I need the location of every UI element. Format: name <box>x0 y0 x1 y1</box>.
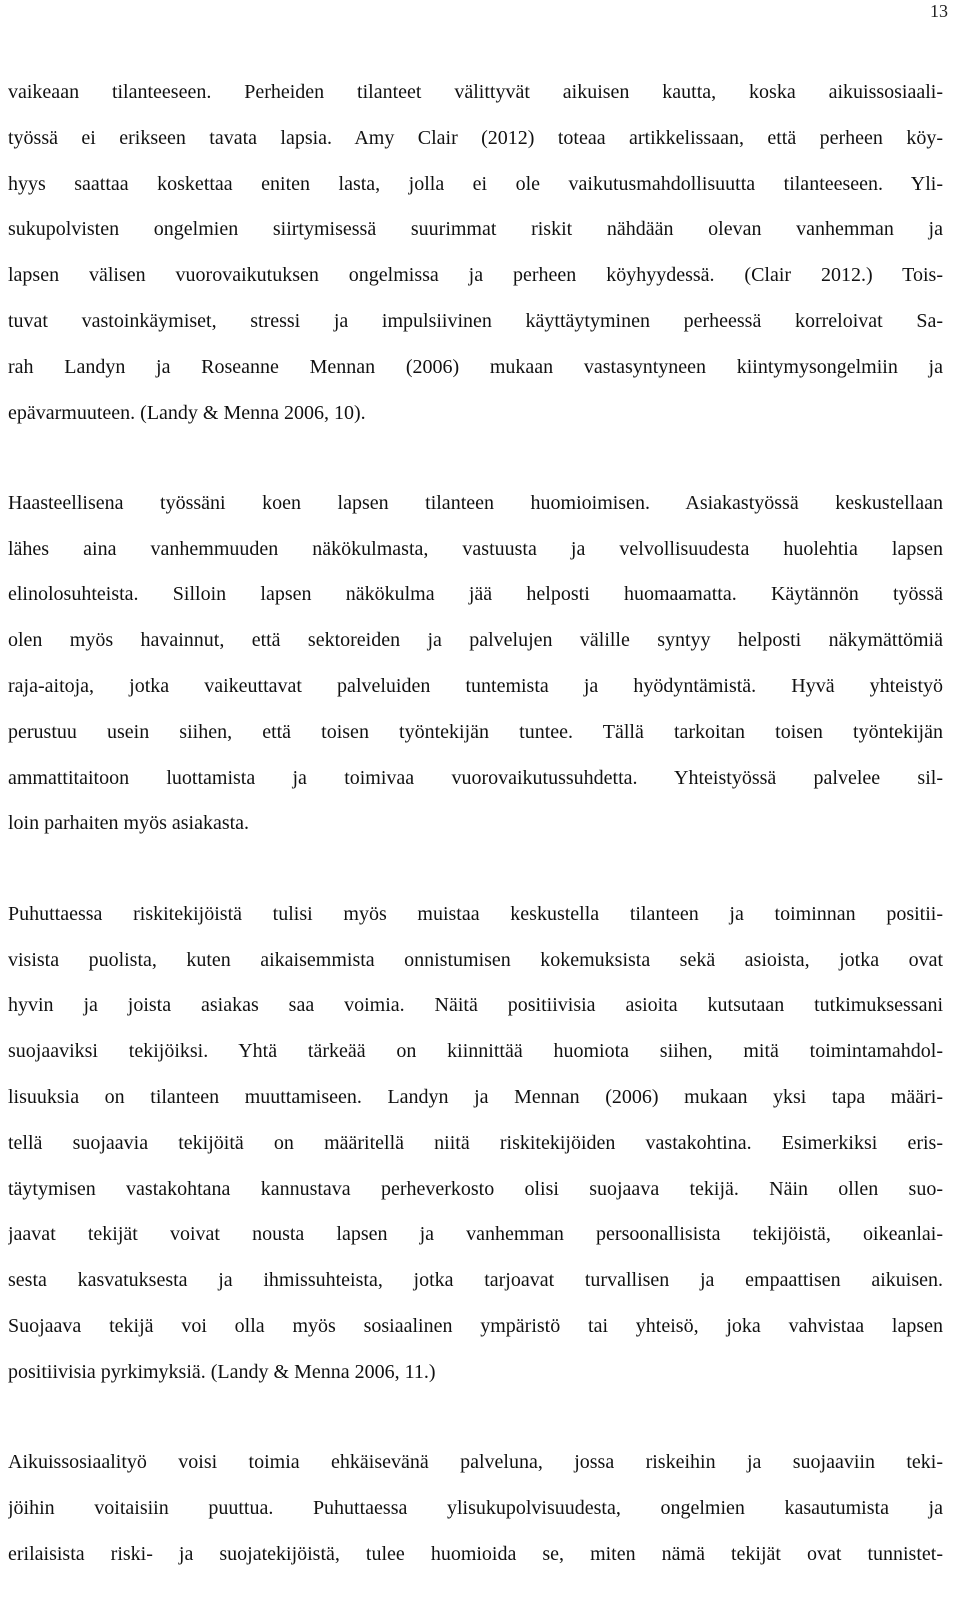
text-line: visista puolista, kuten aikaisemmista onnistumisen kokemuksista sekä asioista, jotka ovat <box>8 948 943 971</box>
text-line: jöihin voitaisiin puuttua. Puhuttaessa ylisukupolvisuudesta, ongelmien kasautumista ja <box>8 1496 943 1519</box>
text-line: sukupolvisten ongelmien siirtymisessä suurimmat riskit nähdään olevan vanhemman ja <box>8 218 943 241</box>
text-line: elinolosuhteista. Silloin lapsen näkökulma jää helposti huomaamatta. Käytännön työssä <box>8 583 943 606</box>
text-line: epävarmuuteen. (Landy & Menna 2006, 10). <box>8 401 366 424</box>
text-line: lähes aina vanhemmuuden näkökulmasta, vastuusta ja velvollisuudesta huolehtia lapsen <box>8 537 943 560</box>
paragraph-2 <box>8 481 943 847</box>
text-line: tuvat vastoinkäymiset, stressi ja impulsiivinen käyttäytyminen perheessä korreloivat Sa- <box>8 309 943 332</box>
text-line: lisuuksia on tilanteen muuttamiseen. Landyn ja Mennan (2006) mukaan yksi tapa määri- <box>8 1085 943 1108</box>
text-line: positiivisia pyrkimyksiä. (Landy & Menna 2006, 11.) <box>8 1360 436 1383</box>
text-line: lapsen välisen vuorovaikutuksen ongelmissa ja perheen köyhyydessä. (Clair 2012.) Tois- <box>8 264 943 287</box>
paragraph-gap <box>8 1396 943 1441</box>
paragraph-1 <box>8 70 943 436</box>
text-line: sesta kasvatuksesta ja ihmissuhteista, jotka tarjoavat turvallisen ja empaattisen aikuisen. <box>8 1269 943 1292</box>
document-body <box>8 70 943 1577</box>
paragraph-gap <box>8 436 943 481</box>
paragraph-3 <box>8 892 943 1396</box>
text-line: raja-aitoja, jotka vaikeuttavat palveluiden tuntemista ja hyödyntämistä. Hyvä yhteistyö <box>8 675 943 698</box>
text-line: Puhuttaessa riskitekijöistä tulisi myös muistaa keskustella tilanteen ja toiminnan positii- <box>8 902 943 925</box>
text-line: perustuu usein siihen, että toisen työntekijän tuntee. Tällä tarkoitan toisen työntekijän <box>8 720 943 743</box>
paragraph-gap <box>8 847 943 892</box>
text-line: rah Landyn ja Roseanne Mennan (2006) mukaan vastasyntyneen kiintymysongelmiin ja <box>8 355 943 378</box>
text-line: ammattitaitoon luottamista ja toimivaa vuorovaikutussuhdetta. Yhteistyössä palvelee sil- <box>8 766 943 789</box>
text-line: erilaisista riski- ja suojatekijöistä, tulee huomioida se, miten nämä tekijät ovat tunnistet- <box>8 1542 943 1565</box>
text-line: Haasteellisena työssäni koen lapsen tilanteen huomioimisen. Asiakastyössä keskustellaan <box>8 491 943 514</box>
text-line: täytymisen vastakohtana kannustava perheverkosto olisi suojaava tekijä. Näin ollen suo- <box>8 1177 943 1200</box>
text-line: olen myös havainnut, että sektoreiden ja palvelujen välille syntyy helposti näkymättömiä <box>8 629 943 652</box>
paragraph-4 <box>8 1440 943 1577</box>
text-line: vaikeaan tilanteeseen. Perheiden tilanteet välittyvät aikuisen kautta, koska aikuissosiaali- <box>8 81 943 103</box>
text-line: Suojaava tekijä voi olla myös sosiaalinen ympäristö tai yhteisö, joka vahvistaa lapsen <box>8 1314 943 1337</box>
page-number: 13 <box>930 1 948 21</box>
text-line: suojaaviksi tekijöiksi. Yhtä tärkeää on kiinnittää huomiota siihen, mitä toimintamahdol- <box>8 1040 943 1063</box>
text-line: tellä suojaavia tekijöitä on määritellä niitä riskitekijöiden vastakohtina. Esimerkiksi eris- <box>8 1131 943 1154</box>
text-line: loin parhaiten myös asiakasta. <box>8 812 250 835</box>
text-line: Aikuissosiaalityö voisi toimia ehkäisevänä palveluna, jossa riskeihin ja suojaaviin teki- <box>8 1451 943 1474</box>
text-line: työssä ei erikseen tavata lapsia. Amy Clair (2012) toteaa artikkelissaan, että perheen köy- <box>8 126 943 149</box>
text-line: jaavat tekijät voivat nousta lapsen ja vanhemman persoonallisista tekijöistä, oikeanlai- <box>8 1223 943 1246</box>
text-line: hyys saattaa koskettaa eniten lasta, jolla ei ole vaikutusmahdollisuutta tilanteeseen. Yli- <box>8 172 943 195</box>
text-line: hyvin ja joista asiakas saa voimia. Näitä positiivisia asioita kutsutaan tutkimuksessani <box>8 994 943 1017</box>
